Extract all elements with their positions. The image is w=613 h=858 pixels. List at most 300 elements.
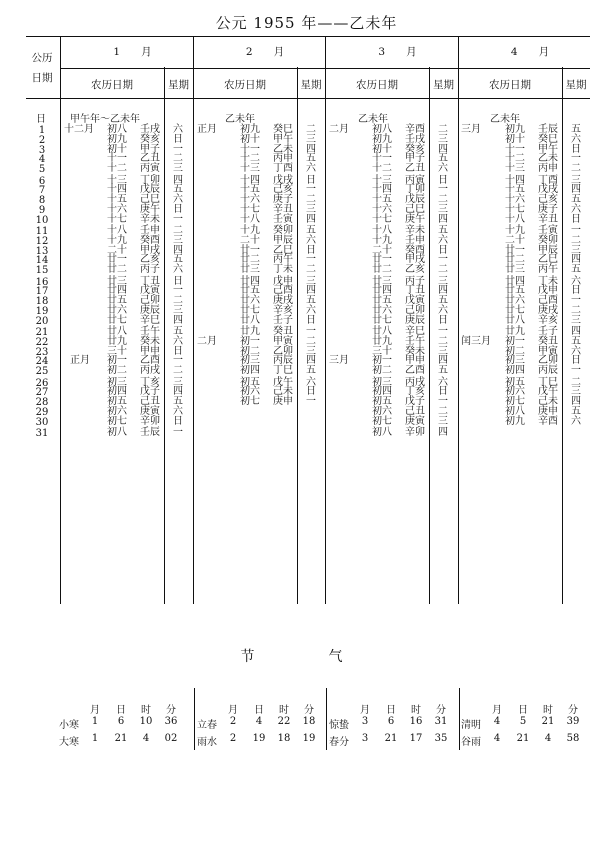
- ganzhi-day: 己亥: [273, 184, 293, 196]
- weekday-cell: 日: [306, 314, 316, 326]
- weekday-cell: 日: [306, 244, 316, 256]
- lunar-day: 十九: [505, 225, 525, 236]
- solar-term-min: 58: [566, 733, 580, 744]
- solar-term-col-header: 分: [304, 705, 314, 716]
- day-number: 31: [35, 428, 49, 439]
- solar-term-m: 3: [361, 733, 369, 744]
- weekday-cell: 五: [571, 335, 581, 347]
- ganzhi-day: 戊戌: [273, 174, 293, 186]
- solar-term-min: 18: [302, 716, 316, 727]
- weekday-cell: 四: [438, 143, 448, 155]
- lunar-day: 廿五: [240, 285, 260, 297]
- header-lunar-date: 农历日期: [356, 79, 398, 91]
- ganzhi-day: 甲午: [273, 133, 293, 145]
- ganzhi-day: 辛巳: [140, 314, 160, 326]
- day-number: 20: [35, 315, 49, 327]
- ganzhi-day: 庚午: [140, 203, 160, 215]
- lunar-day: 廿三: [372, 275, 392, 287]
- lunar-day: 初十: [107, 143, 127, 155]
- lunar-day: 廿七: [107, 314, 127, 326]
- lunar-day: 廿三: [240, 264, 260, 276]
- ganzhi-day: 丙寅: [405, 174, 425, 186]
- ganzhi-day: 庚戌: [273, 295, 293, 307]
- rule-line: [60, 36, 61, 604]
- lunar-day: 廿三: [505, 264, 525, 276]
- weekday-cell: 一: [438, 184, 448, 196]
- weekday-cell: 日: [571, 355, 581, 367]
- weekday-cell: 六: [438, 304, 448, 316]
- ganzhi-day: 戊子: [140, 386, 160, 398]
- ganzhi-day: 癸未: [405, 345, 425, 357]
- ganzhi-day: 己巳: [140, 194, 160, 206]
- lunar-day: 十八: [107, 225, 127, 236]
- lunar-day: 廿三: [107, 275, 127, 287]
- header-month-2: 2 月: [245, 46, 285, 58]
- lunar-day: 十六: [372, 203, 392, 215]
- ganzhi-day: 甲寅: [538, 345, 558, 357]
- weekday-cell: 一: [173, 143, 183, 155]
- ganzhi-day: 庚午: [405, 213, 425, 225]
- ganzhi-day: 壬戌: [140, 124, 160, 135]
- ganzhi-day: 甲子: [140, 143, 160, 155]
- lunar-day: 廿二: [107, 264, 127, 276]
- weekday-cell: 一: [306, 254, 316, 266]
- ganzhi-day: 庚戌: [538, 304, 558, 316]
- weekday-cell: 一: [438, 396, 448, 408]
- weekday-cell: 一: [173, 285, 183, 297]
- solar-term-col-header: 时: [543, 705, 553, 716]
- lunar-day: 初八: [107, 124, 127, 135]
- rule-line: [562, 67, 563, 604]
- solar-term-name: 惊蛰: [329, 720, 349, 731]
- ganzhi-day: 丙申: [538, 163, 558, 175]
- lunar-day: 廿九: [372, 335, 392, 347]
- ganzhi-day: 辛丑: [273, 203, 293, 215]
- weekday-cell: 三: [306, 133, 316, 145]
- weekday-cell: 五: [306, 295, 316, 307]
- lunar-day: 廿六: [107, 304, 127, 316]
- ganzhi-day: 癸丑: [538, 335, 558, 347]
- rule-line: [194, 688, 195, 750]
- weekday-cell: 五: [438, 225, 448, 236]
- lunar-day: 初六: [107, 405, 127, 417]
- weekday-cell: 五: [306, 225, 316, 236]
- weekday-cell: 一: [173, 427, 183, 438]
- ganzhi-day: 己丑: [405, 405, 425, 417]
- ganzhi-day: 乙未: [538, 153, 558, 165]
- lunar-day: 十二: [372, 163, 392, 175]
- weekday-cell: 一: [571, 365, 581, 377]
- weekday-cell: 二: [173, 225, 183, 236]
- ganzhi-day: 癸卯: [538, 234, 558, 246]
- rule-line: [26, 36, 590, 37]
- weekday-cell: 四: [571, 184, 581, 196]
- weekday-cell: 一: [173, 355, 183, 367]
- solar-term-h: 4: [142, 733, 150, 744]
- ganzhi-day: 乙丑: [405, 163, 425, 175]
- ganzhi-day: 丁丑: [140, 275, 160, 287]
- lunar-day: 初二: [505, 345, 525, 357]
- lunar-day: 初七: [240, 396, 260, 408]
- weekday-cell: 三: [173, 304, 183, 316]
- day-number: 4: [38, 154, 46, 166]
- lunar-day: 初七: [372, 415, 392, 427]
- lunar-day: 初八: [372, 124, 392, 135]
- weekday-cell: 二: [438, 264, 448, 276]
- day-number: 8: [38, 195, 46, 207]
- weekday-cell: 五: [571, 194, 581, 206]
- ganzhi-day: 丙戌: [140, 365, 160, 377]
- lunar-day: 初二: [372, 365, 392, 377]
- weekday-cell: 六: [438, 376, 448, 388]
- weekday-cell: 二: [438, 405, 448, 417]
- weekday-cell: 五: [173, 254, 183, 266]
- lunar-day: 十八: [372, 225, 392, 236]
- ganzhi-day: 丁巳: [538, 376, 558, 388]
- lunar-day: 初十: [505, 133, 525, 145]
- lunar-day: 十七: [240, 203, 260, 215]
- ganzhi-day: 庚子: [273, 194, 293, 206]
- weekday-cell: 日: [173, 203, 183, 215]
- ganzhi-day: 丙子: [140, 264, 160, 276]
- day-number: 30: [35, 416, 49, 428]
- ganzhi-day: 壬申: [405, 234, 425, 246]
- ganzhi-day: 丙戌: [405, 376, 425, 388]
- ganzhi-day: 癸酉: [140, 234, 160, 246]
- header-lunar-date: 农历日期: [91, 79, 133, 91]
- header-lunar-date: 农历日期: [224, 79, 266, 91]
- solar-term-h: 21: [541, 716, 555, 727]
- solar-term-d: 6: [117, 716, 125, 727]
- weekday-cell: 三: [571, 386, 581, 398]
- lunar-day: 十一: [505, 143, 525, 155]
- lunar-day: 廿八: [107, 326, 127, 337]
- lunar-day: 初三: [107, 376, 127, 388]
- solar-term-min: 35: [434, 733, 448, 744]
- solar-term-col-header: 分: [568, 705, 578, 716]
- lunar-day: 廿一: [107, 254, 127, 266]
- solar-term-d: 4: [255, 716, 263, 727]
- solar-term-name: 谷雨: [461, 737, 481, 748]
- lunar-day: 十四: [107, 184, 127, 196]
- lunar-day: 十一: [372, 153, 392, 165]
- ganzhi-day: 己卯: [405, 304, 425, 316]
- lunar-day: 廿六: [505, 295, 525, 307]
- weekday-cell: 二: [571, 304, 581, 316]
- ganzhi-day: 壬辰: [140, 427, 160, 438]
- weekday-cell: 五: [173, 184, 183, 196]
- solar-term-min: 36: [164, 716, 178, 727]
- solar-term-name: 大寒: [59, 737, 79, 748]
- weekday-cell: 二: [306, 194, 316, 206]
- weekday-cell: 六: [306, 304, 316, 316]
- weekday-cell: 四: [438, 285, 448, 297]
- weekday-cell: 二: [438, 335, 448, 347]
- weekday-cell: 四: [571, 254, 581, 266]
- day-number: 28: [35, 397, 49, 409]
- ganzhi-day: 乙未: [273, 143, 293, 155]
- day-number: 19: [35, 305, 49, 317]
- lunar-day: 初三: [240, 355, 260, 367]
- solar-term-col-header: 时: [279, 705, 289, 716]
- ganzhi-day: 辛巳: [405, 326, 425, 337]
- weekday-cell: 二: [571, 234, 581, 246]
- lunar-day: 十五: [240, 184, 260, 196]
- rule-line: [429, 67, 430, 604]
- ganzhi-day: 甲辰: [273, 234, 293, 246]
- solar-term-m: 2: [229, 733, 237, 744]
- lunar-day: 十二: [107, 163, 127, 175]
- lunar-day: 十六: [240, 194, 260, 206]
- weekday-cell: 三: [173, 376, 183, 388]
- weekday-cell: 日: [571, 213, 581, 225]
- ganzhi-day: 己未: [273, 386, 293, 398]
- ganzhi-day: 乙丑: [140, 153, 160, 165]
- day-number: 23: [35, 346, 49, 358]
- solar-term-m: 1: [91, 716, 99, 727]
- weekday-cell: 二: [571, 163, 581, 175]
- weekday-cell: 六: [571, 203, 581, 215]
- ganzhi-day: 丁丑: [405, 285, 425, 297]
- solar-term-col-header: 时: [141, 705, 151, 716]
- weekday-cell: 三: [306, 345, 316, 357]
- ganzhi-day: 己未: [538, 396, 558, 408]
- weekday-cell: 一: [306, 396, 316, 408]
- solar-term-col-header: 分: [436, 705, 446, 716]
- lunar-day: 初四: [240, 365, 260, 377]
- solar-term-h: 16: [409, 716, 423, 727]
- lunar-month-mark: 正月: [197, 124, 217, 135]
- solar-term-name: 小寒: [59, 720, 79, 731]
- weekday-cell: 五: [571, 124, 581, 135]
- ganzhi-day: 庚子: [538, 203, 558, 215]
- lunar-day: 初十: [372, 143, 392, 155]
- ganzhi-day: 庚寅: [405, 415, 425, 427]
- solar-term-col-header: 日: [116, 705, 126, 716]
- weekday-cell: 五: [571, 264, 581, 276]
- weekday-cell: 二: [306, 335, 316, 347]
- lunar-day: 初二: [107, 365, 127, 377]
- ganzhi-day: 癸巳: [538, 133, 558, 145]
- lunar-day: 廿六: [372, 304, 392, 316]
- lunar-day: 十五: [372, 194, 392, 206]
- ganzhi-day: 辛丑: [538, 213, 558, 225]
- lunar-day: 廿八: [240, 314, 260, 326]
- solar-term-d: 5: [519, 716, 527, 727]
- lunar-day: 初五: [505, 376, 525, 388]
- header-weekday: 星期: [433, 79, 454, 91]
- weekday-cell: 六: [173, 194, 183, 206]
- lunar-year-label: 甲午年～乙未年: [70, 114, 140, 125]
- ganzhi-day: 戊午: [273, 376, 293, 388]
- lunar-day: 十五: [505, 184, 525, 196]
- weekday-cell: 三: [306, 203, 316, 215]
- ganzhi-day: 己丑: [140, 396, 160, 408]
- weekday-cell: 六: [306, 234, 316, 246]
- rule-line: [326, 688, 327, 750]
- weekday-cell: 四: [306, 143, 316, 155]
- weekday-cell: 六: [306, 376, 316, 388]
- lunar-day: 廿五: [107, 295, 127, 307]
- ganzhi-day: 丙申: [273, 153, 293, 165]
- weekday-cell: 六: [173, 405, 183, 417]
- day-number: 2: [38, 134, 46, 146]
- day-number: 5: [38, 164, 46, 176]
- solar-term-col-header: 月: [360, 705, 370, 716]
- day-number: 9: [38, 204, 46, 216]
- weekday-cell: 二: [173, 295, 183, 307]
- header-riqi: 日期: [31, 72, 53, 84]
- weekday-cell: 五: [438, 365, 448, 377]
- ganzhi-day: 甲子: [405, 153, 425, 165]
- solar-term-col-header: 月: [492, 705, 502, 716]
- solar-term-col-header: 时: [411, 705, 421, 716]
- weekday-cell: 三: [571, 244, 581, 256]
- weekday-cell: 五: [173, 396, 183, 408]
- lunar-day: 十六: [505, 194, 525, 206]
- lunar-day: 初九: [505, 124, 525, 135]
- lunar-month-mark: 三月: [329, 355, 349, 367]
- weekday-cell: 四: [306, 285, 316, 297]
- lunar-year-label: 乙未年: [490, 114, 520, 125]
- lunar-day: 廿八: [372, 326, 392, 337]
- weekday-cell: 三: [438, 133, 448, 145]
- rule-line: [459, 688, 460, 750]
- solar-term-d: 6: [387, 716, 395, 727]
- lunar-month-mark: 二月: [329, 124, 349, 135]
- weekday-cell: 日: [438, 174, 448, 186]
- day-number: 26: [35, 377, 49, 389]
- weekday-cell: 六: [571, 275, 581, 287]
- ganzhi-day: 壬寅: [538, 225, 558, 236]
- lunar-day: 十七: [107, 213, 127, 225]
- ganzhi-day: 壬戌: [405, 133, 425, 145]
- lunar-day: 廿四: [505, 275, 525, 287]
- ganzhi-day: 戊子: [405, 396, 425, 408]
- lunar-day: 十三: [372, 174, 392, 186]
- weekday-cell: 四: [306, 213, 316, 225]
- solar-term-min: 39: [566, 716, 580, 727]
- lunar-day: 廿二: [505, 254, 525, 266]
- ganzhi-day: 甲申: [140, 345, 160, 357]
- ganzhi-day: 丁未: [273, 264, 293, 276]
- weekday-cell: 二: [438, 124, 448, 135]
- weekday-cell: 五: [571, 405, 581, 417]
- weekday-cell: 三: [173, 234, 183, 246]
- weekday-cell: 四: [173, 314, 183, 326]
- ganzhi-day: 丙午: [538, 264, 558, 276]
- header-month-1: 1 月: [113, 46, 152, 58]
- lunar-day: 十九: [240, 225, 260, 236]
- ganzhi-day: 丁酉: [538, 174, 558, 186]
- weekday-cell: 五: [438, 295, 448, 307]
- solar-term-min: 19: [302, 733, 316, 744]
- lunar-day: 十二: [505, 153, 525, 165]
- lunar-day: 廿八: [505, 314, 525, 326]
- solar-term-name: 清明: [461, 720, 481, 731]
- ganzhi-day: 丙子: [405, 275, 425, 287]
- ganzhi-day: 戊申: [273, 275, 293, 287]
- weekday-cell: 四: [438, 213, 448, 225]
- lunar-day: 初十: [240, 133, 260, 145]
- ganzhi-day: 己巳: [405, 203, 425, 215]
- ganzhi-day: 辛亥: [538, 314, 558, 326]
- ganzhi-day: 丁亥: [140, 376, 160, 388]
- ganzhi-day: 己酉: [538, 295, 558, 307]
- weekday-cell: 五: [306, 365, 316, 377]
- day-number: 1: [38, 125, 46, 136]
- ganzhi-day: 壬子: [273, 314, 293, 326]
- day-number: 29: [35, 406, 49, 418]
- ganzhi-day: 丁酉: [273, 163, 293, 175]
- ganzhi-day: 己卯: [140, 295, 160, 307]
- day-number: 12: [35, 235, 49, 247]
- lunar-day: 初一: [107, 355, 127, 367]
- weekday-cell: 一: [571, 153, 581, 165]
- lunar-day: 十三: [240, 163, 260, 175]
- ganzhi-day: 辛卯: [140, 415, 160, 427]
- lunar-day: 二十: [107, 244, 127, 256]
- lunar-day: 初七: [107, 415, 127, 427]
- ganzhi-day: 乙卯: [273, 345, 293, 357]
- lunar-day: 初五: [107, 396, 127, 408]
- lunar-day: 廿一: [240, 244, 260, 256]
- weekday-cell: 二: [173, 365, 183, 377]
- ganzhi-day: 庚申: [273, 396, 293, 408]
- ganzhi-day: 辛卯: [405, 427, 425, 438]
- lunar-day: 廿七: [372, 314, 392, 326]
- header-weekday: 星期: [300, 79, 322, 91]
- weekday-cell: 日: [173, 133, 183, 145]
- ganzhi-day: 戊戌: [538, 184, 558, 196]
- ganzhi-day: 乙亥: [140, 254, 160, 266]
- lunar-day: 初四: [372, 386, 392, 398]
- lunar-day: 十三: [505, 163, 525, 175]
- lunar-day: 廿五: [372, 295, 392, 307]
- solar-term-d: 21: [516, 733, 530, 744]
- solar-term-d: 21: [384, 733, 398, 744]
- lunar-day: 十三: [107, 174, 127, 186]
- day-number: 3: [38, 144, 46, 156]
- weekday-cell: 三: [306, 275, 316, 287]
- ganzhi-day: 丁亥: [405, 386, 425, 398]
- day-number: 14: [35, 255, 49, 267]
- ganzhi-day: 辛未: [405, 225, 425, 236]
- ganzhi-day: 甲午: [538, 143, 558, 155]
- weekday-cell: 四: [306, 355, 316, 367]
- lunar-day: 三十: [107, 345, 127, 357]
- weekday-cell: 一: [306, 184, 316, 196]
- weekday-cell: 四: [173, 386, 183, 398]
- solar-term-m: 4: [493, 716, 501, 727]
- weekday-cell: 一: [571, 225, 581, 236]
- header-gongli: 公历: [31, 52, 53, 64]
- lunar-day: 廿七: [505, 304, 525, 316]
- lunar-day: 十五: [107, 194, 127, 206]
- lunar-day: 十四: [240, 174, 260, 186]
- weekday-cell: 一: [438, 254, 448, 266]
- lunar-day: 十四: [505, 174, 525, 186]
- day-number: 27: [35, 387, 49, 399]
- lunar-day: 初二: [240, 345, 260, 357]
- weekday-cell: 日: [571, 285, 581, 297]
- solar-term-m: 1: [91, 733, 99, 744]
- lunar-day: 十二: [240, 153, 260, 165]
- solar-term-name: 春分: [329, 737, 349, 748]
- weekday-cell: 六: [438, 163, 448, 175]
- lunar-day: 廿二: [240, 254, 260, 266]
- lunar-day: 十八: [505, 213, 525, 225]
